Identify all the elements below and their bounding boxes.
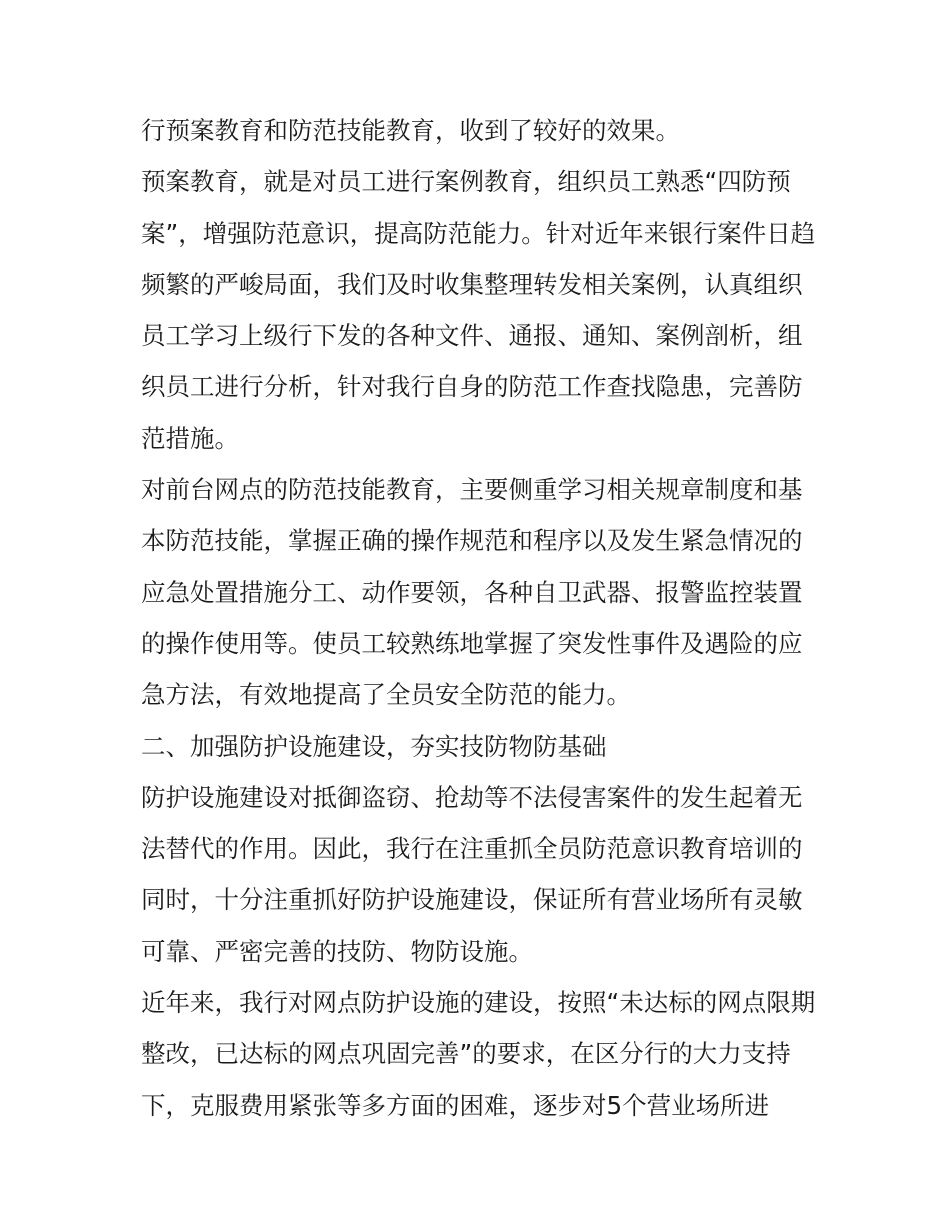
paragraph-intro-continuation: 行预案教育和防范技能教育，收到了较好的效果。: [141, 116, 680, 145]
section-heading: 二、加强防护设施建设，夯实技防物防基础: [141, 731, 607, 761]
paragraph-skills-education: 对前台网点的防范技能教育，主要侧重学习相关规章制度和基本防范技能，掌握正确的操作规范和程序以及发生紧急情况的应急处置措施分工、动作要领，各种自卫武器、报警监控装置的操作使用等。使员工较熟练地掌握了突发性事件及遇险的应急方法，有效地提高了全员安全防范的能力。: [141, 475, 803, 710]
document-body: [141, 105, 816, 1131]
paragraph-recent-years: 近年来，我行对网点防护设施的建设，按照“未达标的网点限期整改，已达标的网点巩固完善”的要求，在区分行的大力支持下，克服费用紧张等多方面的困难，逐步对5个营业场所进: [141, 988, 816, 1120]
paragraph-case-education: 预案教育，就是对员工进行案例教育，组织员工熟悉“四防预案”，增强防范意识，提高防范能力。针对近年来银行案件日趋频繁的严峻局面，我们及时收集整理转发相关案例，认真组织员工学习上级行下发的各种文件、通报、通知、案例剖析，组织员工进行分析，针对我行自身的防范工作查找隐患，完善防范措施。: [141, 167, 816, 453]
paragraph-facility-construction: 防护设施建设对抵御盗窃、抢劫等不法侵害案件的发生起着无法替代的作用。因此，我行在注重抓全员防范意识教育培训的同时，十分注重抓好防护设施建设，保证所有营业场所有灵敏可靠、严密完善的技防、物防设施。: [141, 782, 803, 966]
